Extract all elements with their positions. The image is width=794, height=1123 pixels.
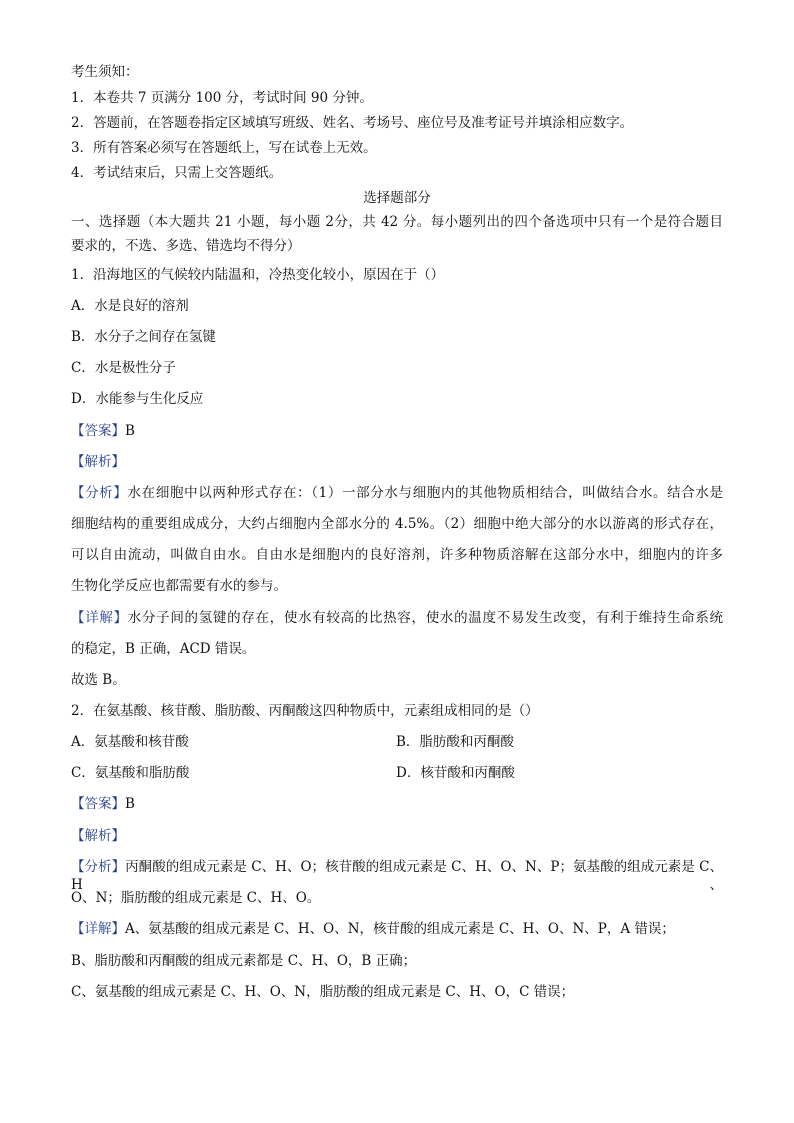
notice-item-2: 2．答题前，在答题卷指定区域填写班级、姓名、考场号、座位号及准考证号并填涂相应数字。 — [71, 115, 634, 131]
q1-fenxi-line-2: 细胞结构的重要组成成分，大约占细胞内全部水分的 4.5%。（2）细胞中绝大部分的水以游离的形式存在， — [71, 516, 723, 532]
q1-fenxi-line-1 — [71, 484, 723, 502]
section-title: 选择题部分 — [363, 190, 431, 206]
q2-option-b: B．脂肪酸和丙酮酸 — [396, 734, 514, 750]
analysis-tag: 【解析】 — [71, 454, 125, 470]
q1-option-b: B．水分子之间存在氢键 — [71, 329, 216, 345]
fenxi-tag: 【分析】 — [71, 485, 128, 501]
q1-stem: 1．沿海地区的气候较内陆温和，冷热变化较小，原因在于（） — [71, 267, 445, 283]
q2-detail-line-3: C、氨基酸的组成元素是 C、H、O、N，脂肪酸的组成元素是 C、H、O，C 错误； — [71, 984, 575, 1000]
q1-conclusion: 故选 B。 — [71, 672, 126, 688]
fenxi-tag: 【分析】 — [71, 859, 126, 875]
q1-detail-line-1 — [71, 609, 723, 627]
q1-fenxi-line-4: 生物化学反应也都需要有水的参与。 — [71, 578, 287, 594]
q2-analysis-tag — [71, 827, 125, 845]
q2-answer — [71, 795, 135, 813]
q2-option-c: C．氨基酸和脂肪酸 — [71, 765, 190, 781]
q2-option-a: A．氨基酸和核苷酸 — [71, 734, 189, 750]
detail-tag: 【详解】 — [71, 921, 125, 937]
fenxi-text: 丙酮酸的组成元素是 C、H、O；核苷酸的组成元素是 C、H、O、N、P；氨基酸的组成元素是 C、H、 — [71, 859, 723, 893]
q1-option-d: D．水能参与生化反应 — [71, 391, 204, 407]
notice-item-1: 1．本卷共 7 页满分 100 分，考试时间 90 分钟。 — [71, 90, 373, 106]
notice-item-4: 4．考试结束后，只需上交答题纸。 — [71, 165, 283, 181]
section-intro-line-2: 要求的，不选、多选、错选均不得分） — [71, 238, 301, 254]
answer-tag: 【答案】 — [71, 796, 125, 812]
q2-detail-line-2: B、脂肪酸和丙酮酸的组成元素都是 C、H、O，B 正确； — [71, 953, 417, 969]
q2-stem: 2．在氨基酸、核苷酸、脂肪酸、丙酮酸这四种物质中，元素组成相同的是（） — [71, 703, 539, 719]
fenxi-text: 水在细胞中以两种形式存在：（1）一部分水与细胞内的其他物质相结合，叫做结合水。结合水是 — [127, 485, 724, 501]
analysis-tag: 【解析】 — [71, 828, 125, 844]
notice-title: 考生须知： — [71, 64, 139, 80]
section-intro-line-1: 一、选择题（本大题共 21 小题，每小题 2分，共 42 分。每小题列出的四个备选项中只有一个是符合题目 — [71, 214, 723, 230]
detail-text: A、氨基酸的组成元素是 C、H、O、N，核苷酸的组成元素是 C、H、O、N、P，A 错误； — [125, 921, 675, 937]
q2-option-d: D．核苷酸和丙酮酸 — [396, 765, 515, 781]
q1-analysis-tag — [71, 453, 125, 471]
answer-value: B — [125, 423, 135, 439]
answer-value: B — [125, 796, 135, 812]
q1-option-c: C．水是极性分子 — [71, 360, 176, 376]
notice-item-3: 3．所有答案必须写在答题纸上，写在试卷上无效。 — [71, 140, 377, 156]
q2-fenxi-line-2: O、N；脂肪酸的组成元素是 C、H、O。 — [71, 890, 321, 906]
q2-detail-line-1 — [71, 920, 675, 938]
detail-text: 水分子间的氢键的存在，使水有较高的比热容，使水的温度不易发生改变，有利于维持生命系统 — [127, 610, 724, 626]
q1-fenxi-line-3: 可以自由流动，叫做自由水。自由水是细胞内的良好溶剂，许多种物质溶解在这部分水中，细胞内的许多 — [71, 547, 723, 563]
q1-detail-line-2: 的稳定，B 正确，ACD 错误。 — [71, 641, 256, 657]
answer-tag: 【答案】 — [71, 423, 125, 439]
q1-option-a: A．水是良好的溶剂 — [71, 298, 189, 314]
detail-tag: 【详解】 — [71, 610, 128, 626]
q1-answer — [71, 422, 135, 440]
